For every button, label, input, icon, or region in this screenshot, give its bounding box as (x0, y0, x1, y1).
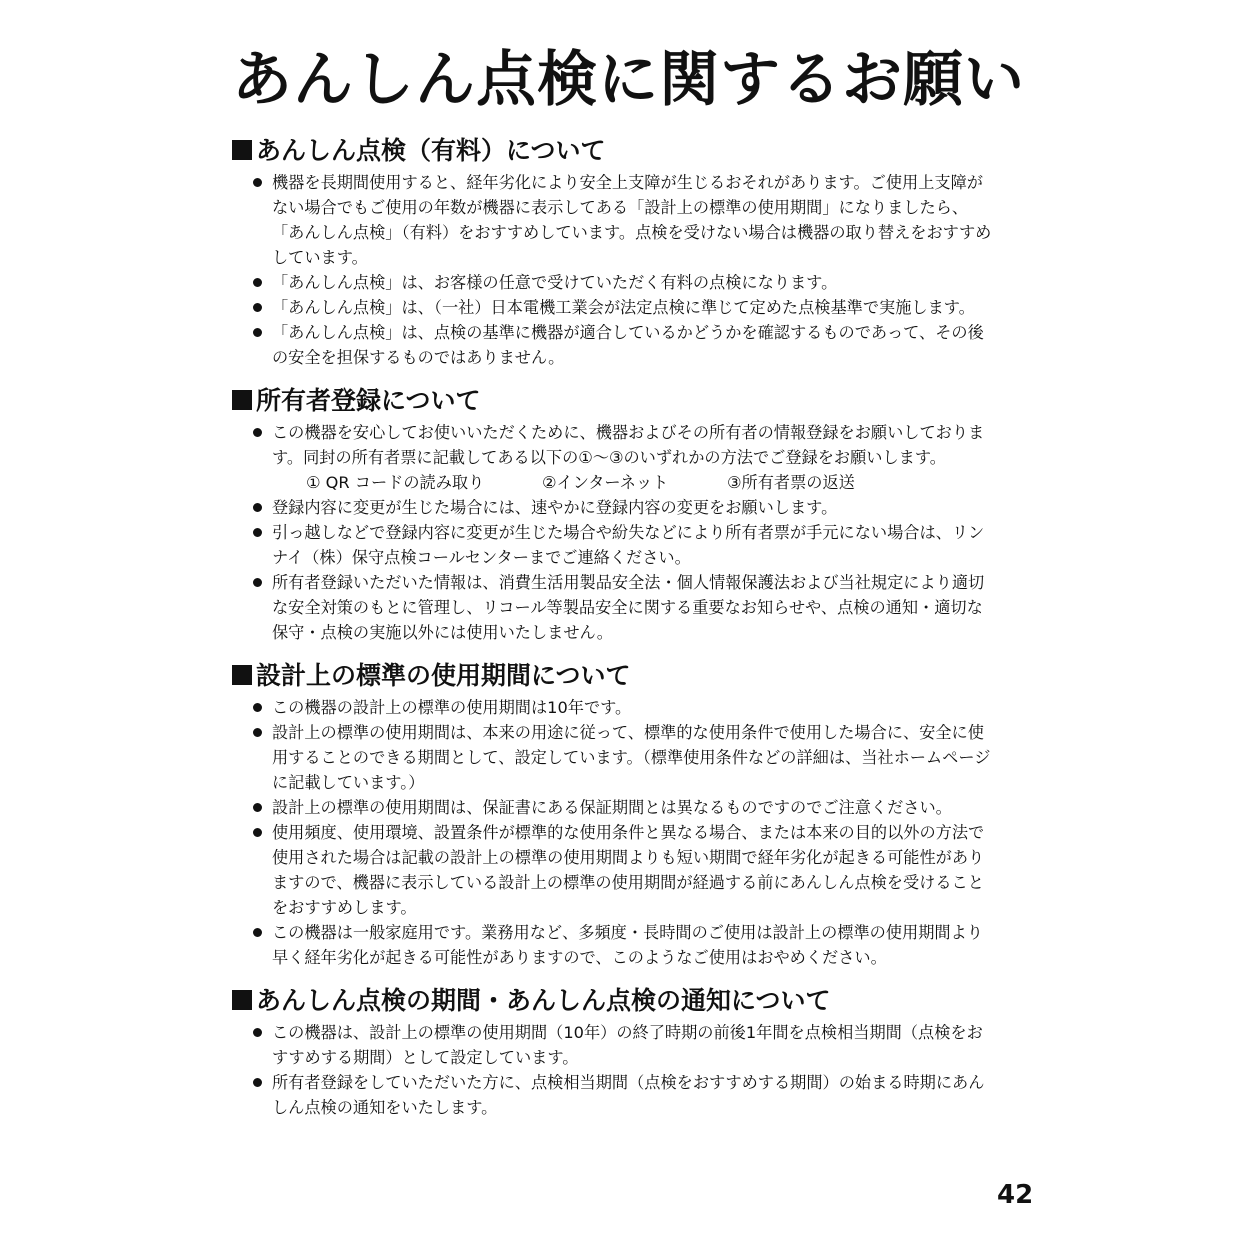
bullet-dot-icon (253, 1028, 262, 1037)
square-bullet-icon (232, 140, 252, 160)
section-heading (232, 132, 992, 170)
list-item-text: 所有者登録いただいた情報は、消費生活用製品安全法・個人情報保護法および当社規定により適切な安全対策のもとに管理し、リコール等製品安全に関する重要なお知らせや、点検の通知・適切な保守・点検の実施以外には使用いたしません。 (272, 573, 985, 642)
bullet-dot-icon (253, 178, 262, 187)
section-heading-text: 設計上の標準の使用期間について (256, 661, 631, 690)
section-heading (232, 382, 992, 420)
list-item (232, 795, 992, 820)
bullet-dot-icon (253, 503, 262, 512)
list-item-text: この機器は、設計上の標準の使用期間（10年）の終了時期の前後1年間を点検相当期間（点検をおすすめする期間）として設定しています。 (272, 1023, 983, 1067)
list-item (232, 520, 992, 570)
square-bullet-icon (232, 665, 252, 685)
bullet-list (232, 420, 992, 470)
bullet-dot-icon (253, 703, 262, 712)
bullet-list (232, 170, 992, 370)
section-inspection-period-notice (232, 982, 992, 1120)
section-owner-registration (232, 382, 992, 645)
bullet-list (232, 695, 992, 970)
bullet-dot-icon (253, 328, 262, 337)
section-heading-text: あんしん点検（有料）について (256, 136, 606, 165)
bullet-dot-icon (253, 528, 262, 537)
list-item (232, 1020, 992, 1070)
section-anshin-inspection (232, 132, 992, 370)
list-item (232, 1070, 992, 1120)
list-item (232, 720, 992, 795)
section-heading (232, 657, 992, 695)
list-item-text: この機器は一般家庭用です。業務用など、多頻度・長時間のご使用は設計上の標準の使用期間より早く経年劣化が起きる可能性がありますので、このようなご使用はおやめください。 (272, 923, 983, 967)
bullet-list (232, 495, 992, 645)
bullet-dot-icon (253, 828, 262, 837)
list-item (232, 495, 992, 520)
bullet-dot-icon (253, 428, 262, 437)
bullet-list (232, 1020, 992, 1120)
bullet-dot-icon (253, 303, 262, 312)
bullet-dot-icon (253, 803, 262, 812)
list-item-text: 設計上の標準の使用期間は、保証書にある保証期間とは異なるものですのでご注意ください。 (272, 798, 952, 817)
section-heading-text: 所有者登録について (256, 386, 481, 415)
list-item-text: この機器を安心してお使いいただくために、機器およびその所有者の情報登録をお願いしております。同封の所有者票に記載してある以下の①～③のいずれかの方法でご登録をお願いします。 (272, 423, 985, 467)
page-title: あんしん点検に関するお願い (232, 45, 1025, 115)
list-item-text: 機器を長期間使用すると、経年劣化により安全上支障が生じるおそれがあります。ご使用上支障がない場合でもご使用の年数が機器に表示してある「設計上の標準の使用期間」になりましたら、「あんしん点検」（有料）をおすすめしています。点検を受けない場合は機器の取り替えをおすすめしています。 (272, 173, 992, 267)
registration-methods (232, 470, 992, 495)
method-qr-code: ① QR コードの読み取り (306, 473, 485, 492)
list-item-text: この機器の設計上の標準の使用期間は10年です。 (272, 698, 632, 717)
bullet-dot-icon (253, 728, 262, 737)
page-number: 42 (997, 1180, 1034, 1210)
section-heading-text: あんしん点検の期間・あんしん点検の通知について (256, 986, 831, 1015)
list-item-text: 「あんしん点検」は、お客様の任意で受けていただく有料の点検になります。 (272, 273, 838, 292)
list-item (232, 920, 992, 970)
bullet-dot-icon (253, 928, 262, 937)
method-return-form: ③所有者票の返送 (727, 473, 855, 492)
method-internet: ②インターネット (542, 473, 669, 492)
list-item-text: 「あんしん点検」は、点検の基準に機器が適合しているかどうかを確認するものであって、その後の安全を担保するものではありません。 (272, 323, 984, 367)
list-item (232, 170, 992, 270)
list-item-text: 設計上の標準の使用期間は、本来の用途に従って、標準的な使用条件で使用した場合に、安全に使用することのできる期間として、設定しています。（標準使用条件などの詳細は、当社ホームページに記載しています。） (272, 723, 991, 792)
section-heading (232, 982, 992, 1020)
list-item-text: 所有者登録をしていただいた方に、点検相当期間（点検をおすすめする期間）の始まる時期にあんしん点検の通知をいたします。 (272, 1073, 985, 1117)
list-item (232, 695, 992, 720)
section-standard-usage-period (232, 657, 992, 970)
list-item (232, 270, 992, 295)
list-item-text: 「あんしん点検」は、（一社）日本電機工業会が法定点検に準じて定めた点検基準で実施します。 (272, 298, 975, 317)
bullet-dot-icon (253, 578, 262, 587)
list-item (232, 320, 992, 370)
list-item (232, 420, 992, 470)
list-item-text: 使用頻度、使用環境、設置条件が標準的な使用条件と異なる場合、または本来の目的以外の方法で使用された場合は記載の設計上の標準の使用期間よりも短い期間で経年劣化が起きる可能性がありますので、機器に表示している設計上の標準の使用期間が経過する前にあんしん点検を受けることをおすすめします。 (272, 823, 985, 917)
list-item (232, 295, 992, 320)
bullet-dot-icon (253, 278, 262, 287)
bullet-dot-icon (253, 1078, 262, 1087)
square-bullet-icon (232, 990, 252, 1010)
list-item (232, 570, 992, 645)
list-item-text: 引っ越しなどで登録内容に変更が生じた場合や紛失などにより所有者票が手元にない場合は、リンナイ（株）保守点検コールセンターまでご連絡ください。 (272, 523, 985, 567)
list-item-text: 登録内容に変更が生じた場合には、速やかに登録内容の変更をお願いします。 (272, 498, 838, 517)
square-bullet-icon (232, 390, 252, 410)
list-item (232, 820, 992, 920)
document-page (232, 40, 1025, 1132)
